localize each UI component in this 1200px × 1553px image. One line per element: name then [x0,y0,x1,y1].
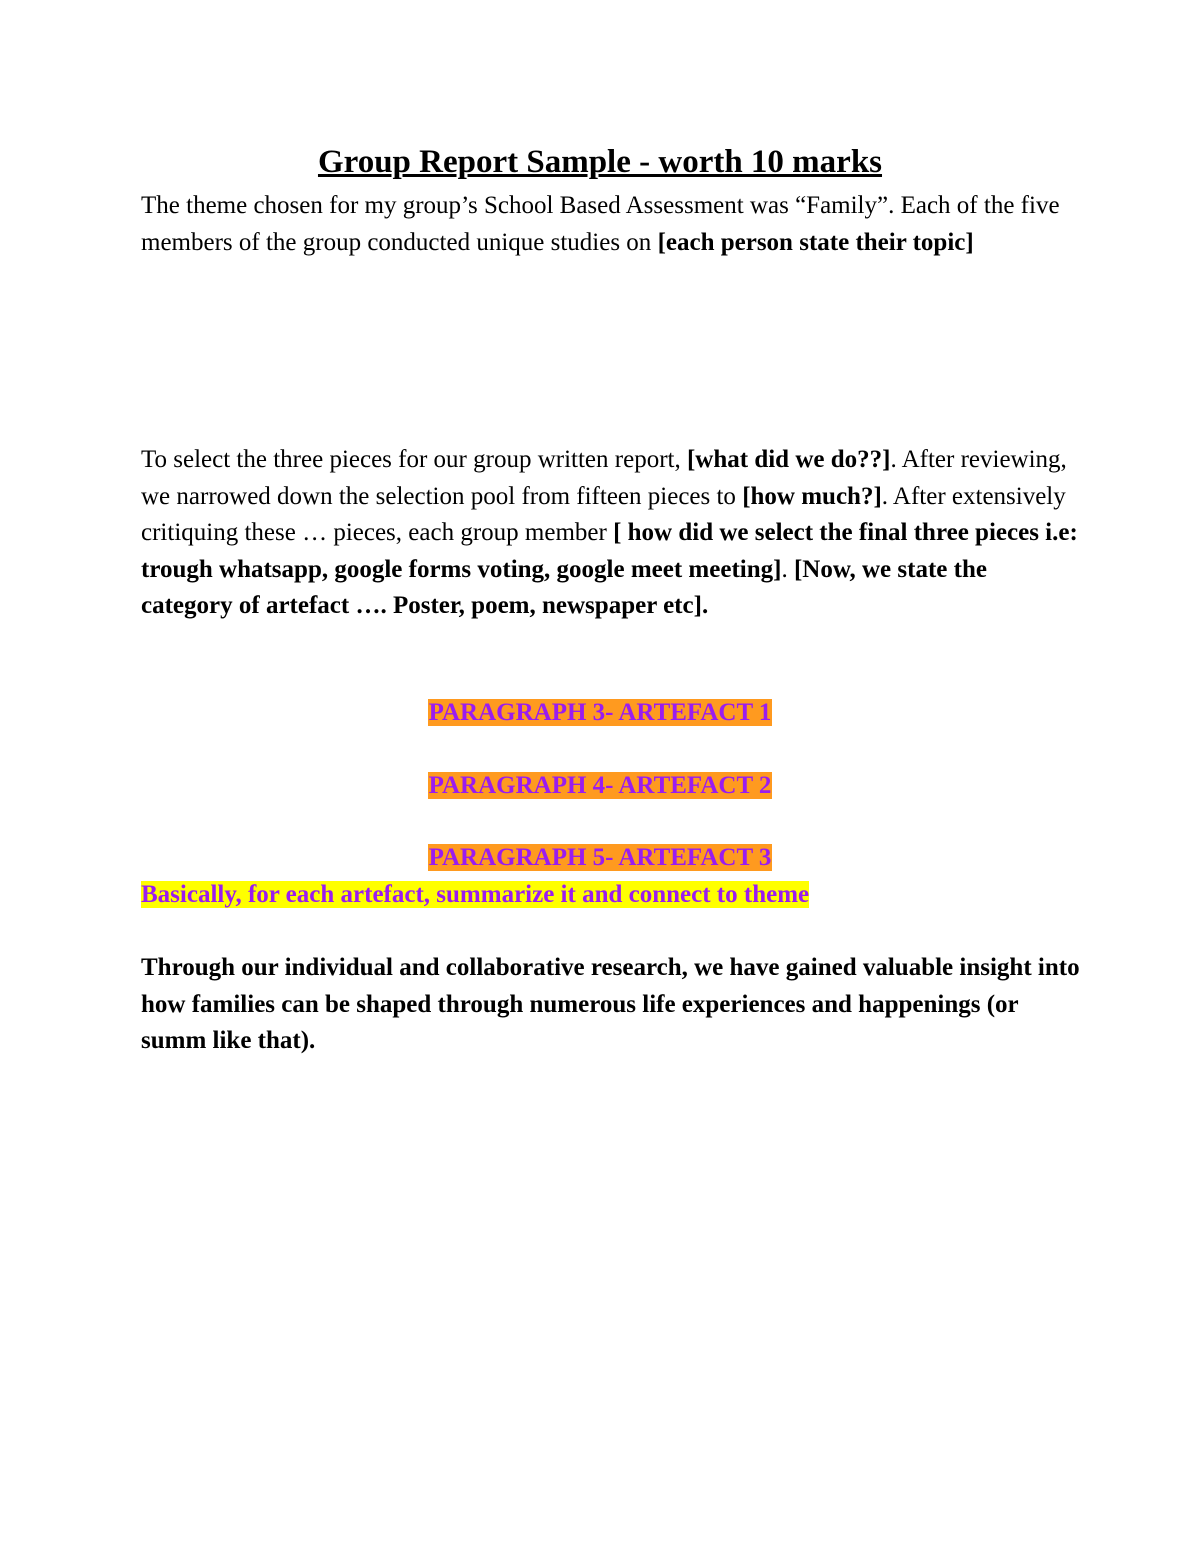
intro-placeholder: [each person state their topic] [657,228,974,256]
selection-paragraph [141,442,1081,625]
intro-paragraph [141,188,1081,261]
artefact-heading-2-text: PARAGRAPH 4- ARTEFACT 2 [428,772,772,799]
artefact-heading-2 [0,770,1200,802]
artefact-heading-1-text: PARAGRAPH 3- ARTEFACT 1 [428,699,772,726]
selection-text-e: . [701,592,709,619]
intro-text: The theme chosen for my group’s School Based Assessment was “Family”. Each of the five members of the group conducted unique studies on [141,192,1060,256]
artefact-heading-1 [0,697,1200,729]
selection-placeholder-a: [what did we do??] [686,446,891,473]
selection-text-a: To select the three pieces for our group written report, [141,446,687,473]
artefact-heading-3 [0,842,1200,874]
instruction-note [141,879,809,911]
selection-text-c: . After extensively critiquing these … pieces, each group member [141,482,1066,546]
instruction-note-text: Basically, for each artefact, summarize it and connect to theme [141,881,810,908]
selection-placeholder-d: [Now, we state the category of artefact …. Poster, poem, newspaper etc] [141,555,987,619]
selection-placeholder-b: [how much?] [742,482,882,510]
conclusion-paragraph: Through our individual and collaborative research, we have gained valuable insight into how families can be shaped through numerous life experiences and happenings (or summ like that). [141,954,1080,1054]
selection-text-b: . After reviewing, we narrowed down the selection pool from fifteen pieces to [141,446,1067,510]
selection-placeholder-c: [ how did we select the final three pieces i.e: trough whatsapp, google forms voting, google meet meeting] [141,519,1078,583]
selection-text-d: . [781,555,794,583]
artefact-heading-3-text: PARAGRAPH 5- ARTEFACT 3 [428,844,772,871]
document-title: Group Report Sample - worth 10 marks [317,144,883,180]
